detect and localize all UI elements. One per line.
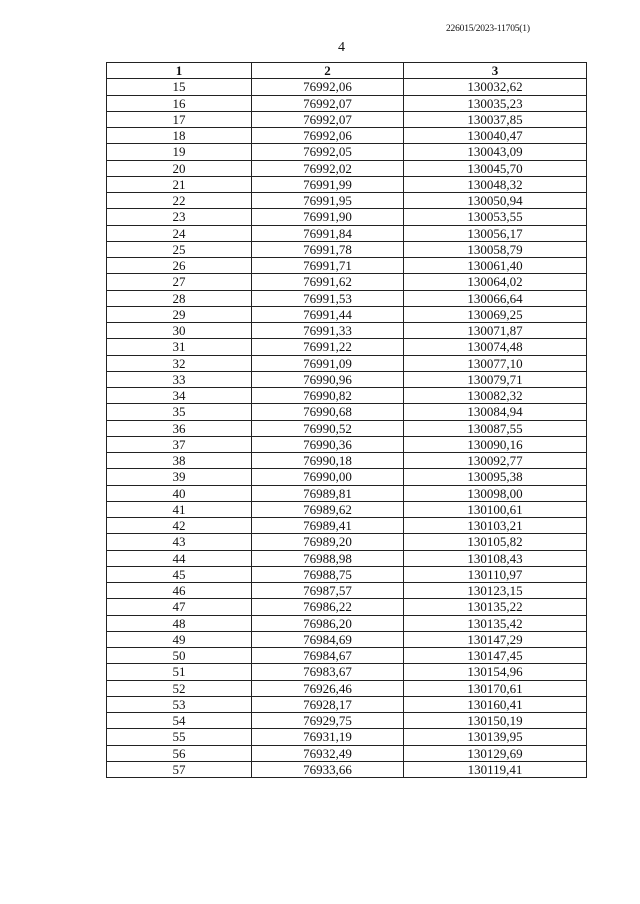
cell-y-coordinate: 130135,42 bbox=[404, 615, 587, 631]
cell-x-coordinate: 76992,06 bbox=[252, 79, 404, 95]
cell-y-coordinate: 130090,16 bbox=[404, 436, 587, 452]
table-row bbox=[107, 176, 587, 192]
cell-y-coordinate: 130100,61 bbox=[404, 501, 587, 517]
cell-y-coordinate: 130035,23 bbox=[404, 95, 587, 111]
cell-point-number: 34 bbox=[107, 388, 252, 404]
cell-x-coordinate: 76987,57 bbox=[252, 583, 404, 599]
cell-point-number: 19 bbox=[107, 144, 252, 160]
cell-y-coordinate: 130053,55 bbox=[404, 209, 587, 225]
table-row bbox=[107, 209, 587, 225]
cell-x-coordinate: 76988,98 bbox=[252, 550, 404, 566]
cell-x-coordinate: 76992,05 bbox=[252, 144, 404, 160]
cell-x-coordinate: 76991,44 bbox=[252, 306, 404, 322]
cell-x-coordinate: 76931,19 bbox=[252, 729, 404, 745]
table-row bbox=[107, 453, 587, 469]
cell-x-coordinate: 76986,20 bbox=[252, 615, 404, 631]
cell-x-coordinate: 76989,81 bbox=[252, 485, 404, 501]
cell-x-coordinate: 76990,18 bbox=[252, 453, 404, 469]
cell-y-coordinate: 130108,43 bbox=[404, 550, 587, 566]
cell-point-number: 30 bbox=[107, 323, 252, 339]
cell-x-coordinate: 76991,22 bbox=[252, 339, 404, 355]
table-row bbox=[107, 160, 587, 176]
table-row bbox=[107, 323, 587, 339]
cell-x-coordinate: 76926,46 bbox=[252, 680, 404, 696]
cell-y-coordinate: 130147,45 bbox=[404, 648, 587, 664]
cell-point-number: 25 bbox=[107, 241, 252, 257]
cell-point-number: 37 bbox=[107, 436, 252, 452]
table-row bbox=[107, 193, 587, 209]
cell-point-number: 53 bbox=[107, 696, 252, 712]
table-row bbox=[107, 258, 587, 274]
cell-x-coordinate: 76991,71 bbox=[252, 258, 404, 274]
cell-point-number: 46 bbox=[107, 583, 252, 599]
table-row bbox=[107, 95, 587, 111]
cell-x-coordinate: 76992,02 bbox=[252, 160, 404, 176]
table-row bbox=[107, 761, 587, 777]
table-row bbox=[107, 664, 587, 680]
cell-x-coordinate: 76991,62 bbox=[252, 274, 404, 290]
cell-point-number: 36 bbox=[107, 420, 252, 436]
cell-y-coordinate: 130069,25 bbox=[404, 306, 587, 322]
cell-point-number: 17 bbox=[107, 111, 252, 127]
cell-x-coordinate: 76983,67 bbox=[252, 664, 404, 680]
table-row bbox=[107, 583, 587, 599]
cell-y-coordinate: 130095,38 bbox=[404, 469, 587, 485]
table-row bbox=[107, 436, 587, 452]
cell-y-coordinate: 130043,09 bbox=[404, 144, 587, 160]
table-row bbox=[107, 745, 587, 761]
cell-x-coordinate: 76991,53 bbox=[252, 290, 404, 306]
table-row bbox=[107, 241, 587, 257]
table-body bbox=[107, 79, 587, 778]
cell-y-coordinate: 130123,15 bbox=[404, 583, 587, 599]
table-row bbox=[107, 518, 587, 534]
cell-point-number: 47 bbox=[107, 599, 252, 615]
cell-point-number: 18 bbox=[107, 128, 252, 144]
cell-point-number: 50 bbox=[107, 648, 252, 664]
table-header-row bbox=[107, 63, 587, 79]
cell-x-coordinate: 76990,82 bbox=[252, 388, 404, 404]
cell-point-number: 33 bbox=[107, 371, 252, 387]
column-header-point: 1 bbox=[107, 63, 252, 79]
cell-x-coordinate: 76991,09 bbox=[252, 355, 404, 371]
cell-y-coordinate: 130084,94 bbox=[404, 404, 587, 420]
cell-x-coordinate: 76933,66 bbox=[252, 761, 404, 777]
table-row bbox=[107, 128, 587, 144]
table-row bbox=[107, 648, 587, 664]
cell-point-number: 15 bbox=[107, 79, 252, 95]
cell-y-coordinate: 130074,48 bbox=[404, 339, 587, 355]
table-row bbox=[107, 599, 587, 615]
table-row bbox=[107, 404, 587, 420]
cell-x-coordinate: 76929,75 bbox=[252, 713, 404, 729]
cell-point-number: 21 bbox=[107, 176, 252, 192]
cell-point-number: 49 bbox=[107, 631, 252, 647]
cell-point-number: 26 bbox=[107, 258, 252, 274]
cell-point-number: 55 bbox=[107, 729, 252, 745]
cell-x-coordinate: 76984,69 bbox=[252, 631, 404, 647]
cell-y-coordinate: 130119,41 bbox=[404, 761, 587, 777]
cell-point-number: 24 bbox=[107, 225, 252, 241]
table-row bbox=[107, 501, 587, 517]
table-row bbox=[107, 355, 587, 371]
table-row bbox=[107, 566, 587, 582]
table-row bbox=[107, 111, 587, 127]
cell-x-coordinate: 76991,84 bbox=[252, 225, 404, 241]
cell-y-coordinate: 130170,61 bbox=[404, 680, 587, 696]
cell-y-coordinate: 130077,10 bbox=[404, 355, 587, 371]
table-row bbox=[107, 339, 587, 355]
cell-y-coordinate: 130064,02 bbox=[404, 274, 587, 290]
table-row bbox=[107, 534, 587, 550]
cell-point-number: 54 bbox=[107, 713, 252, 729]
cell-y-coordinate: 130079,71 bbox=[404, 371, 587, 387]
cell-y-coordinate: 130129,69 bbox=[404, 745, 587, 761]
cell-x-coordinate: 76991,33 bbox=[252, 323, 404, 339]
cell-x-coordinate: 76990,00 bbox=[252, 469, 404, 485]
cell-point-number: 29 bbox=[107, 306, 252, 322]
cell-point-number: 32 bbox=[107, 355, 252, 371]
cell-x-coordinate: 76990,52 bbox=[252, 420, 404, 436]
column-header-y: 3 bbox=[404, 63, 587, 79]
cell-y-coordinate: 130048,32 bbox=[404, 176, 587, 192]
cell-x-coordinate: 76992,07 bbox=[252, 111, 404, 127]
table-row bbox=[107, 696, 587, 712]
cell-x-coordinate: 76928,17 bbox=[252, 696, 404, 712]
table-row bbox=[107, 485, 587, 501]
cell-y-coordinate: 130040,47 bbox=[404, 128, 587, 144]
cell-point-number: 35 bbox=[107, 404, 252, 420]
table-row bbox=[107, 225, 587, 241]
cell-point-number: 45 bbox=[107, 566, 252, 582]
cell-point-number: 56 bbox=[107, 745, 252, 761]
document-id: 226015/2023-11705(1) bbox=[446, 24, 530, 34]
cell-y-coordinate: 130150,19 bbox=[404, 713, 587, 729]
cell-x-coordinate: 76991,78 bbox=[252, 241, 404, 257]
cell-x-coordinate: 76984,67 bbox=[252, 648, 404, 664]
cell-x-coordinate: 76991,90 bbox=[252, 209, 404, 225]
cell-point-number: 28 bbox=[107, 290, 252, 306]
page-number: 4 bbox=[338, 40, 345, 55]
cell-point-number: 52 bbox=[107, 680, 252, 696]
cell-point-number: 40 bbox=[107, 485, 252, 501]
cell-point-number: 39 bbox=[107, 469, 252, 485]
cell-point-number: 57 bbox=[107, 761, 252, 777]
cell-point-number: 27 bbox=[107, 274, 252, 290]
table-row bbox=[107, 420, 587, 436]
cell-x-coordinate: 76992,07 bbox=[252, 95, 404, 111]
cell-y-coordinate: 130087,55 bbox=[404, 420, 587, 436]
table-row bbox=[107, 290, 587, 306]
table-row bbox=[107, 680, 587, 696]
cell-point-number: 42 bbox=[107, 518, 252, 534]
table-row bbox=[107, 144, 587, 160]
cell-y-coordinate: 130071,87 bbox=[404, 323, 587, 339]
cell-y-coordinate: 130037,85 bbox=[404, 111, 587, 127]
column-header-x: 2 bbox=[252, 63, 404, 79]
cell-x-coordinate: 76988,75 bbox=[252, 566, 404, 582]
cell-point-number: 51 bbox=[107, 664, 252, 680]
cell-x-coordinate: 76990,96 bbox=[252, 371, 404, 387]
cell-point-number: 48 bbox=[107, 615, 252, 631]
table-row bbox=[107, 469, 587, 485]
cell-y-coordinate: 130032,62 bbox=[404, 79, 587, 95]
table-row bbox=[107, 550, 587, 566]
cell-x-coordinate: 76990,68 bbox=[252, 404, 404, 420]
cell-y-coordinate: 130103,21 bbox=[404, 518, 587, 534]
cell-y-coordinate: 130147,29 bbox=[404, 631, 587, 647]
cell-y-coordinate: 130160,41 bbox=[404, 696, 587, 712]
cell-y-coordinate: 130058,79 bbox=[404, 241, 587, 257]
cell-y-coordinate: 130092,77 bbox=[404, 453, 587, 469]
table-row bbox=[107, 371, 587, 387]
cell-point-number: 44 bbox=[107, 550, 252, 566]
table-row bbox=[107, 79, 587, 95]
cell-point-number: 22 bbox=[107, 193, 252, 209]
cell-y-coordinate: 130045,70 bbox=[404, 160, 587, 176]
cell-x-coordinate: 76989,20 bbox=[252, 534, 404, 550]
cell-x-coordinate: 76986,22 bbox=[252, 599, 404, 615]
table-row bbox=[107, 274, 587, 290]
cell-x-coordinate: 76989,41 bbox=[252, 518, 404, 534]
cell-y-coordinate: 130139,95 bbox=[404, 729, 587, 745]
cell-y-coordinate: 130154,96 bbox=[404, 664, 587, 680]
cell-y-coordinate: 130050,94 bbox=[404, 193, 587, 209]
cell-x-coordinate: 76989,62 bbox=[252, 501, 404, 517]
cell-point-number: 43 bbox=[107, 534, 252, 550]
cell-y-coordinate: 130066,64 bbox=[404, 290, 587, 306]
cell-point-number: 38 bbox=[107, 453, 252, 469]
cell-y-coordinate: 130098,00 bbox=[404, 485, 587, 501]
table-row bbox=[107, 306, 587, 322]
table-row bbox=[107, 615, 587, 631]
cell-point-number: 41 bbox=[107, 501, 252, 517]
cell-y-coordinate: 130105,82 bbox=[404, 534, 587, 550]
table-row bbox=[107, 729, 587, 745]
coordinates-table bbox=[106, 62, 587, 778]
table-row bbox=[107, 388, 587, 404]
cell-x-coordinate: 76990,36 bbox=[252, 436, 404, 452]
cell-point-number: 20 bbox=[107, 160, 252, 176]
cell-point-number: 16 bbox=[107, 95, 252, 111]
table-row bbox=[107, 631, 587, 647]
cell-x-coordinate: 76992,06 bbox=[252, 128, 404, 144]
cell-y-coordinate: 130110,97 bbox=[404, 566, 587, 582]
cell-point-number: 31 bbox=[107, 339, 252, 355]
cell-point-number: 23 bbox=[107, 209, 252, 225]
cell-y-coordinate: 130135,22 bbox=[404, 599, 587, 615]
table-row bbox=[107, 713, 587, 729]
cell-y-coordinate: 130056,17 bbox=[404, 225, 587, 241]
cell-y-coordinate: 130082,32 bbox=[404, 388, 587, 404]
cell-y-coordinate: 130061,40 bbox=[404, 258, 587, 274]
cell-x-coordinate: 76932,49 bbox=[252, 745, 404, 761]
cell-x-coordinate: 76991,95 bbox=[252, 193, 404, 209]
cell-x-coordinate: 76991,99 bbox=[252, 176, 404, 192]
